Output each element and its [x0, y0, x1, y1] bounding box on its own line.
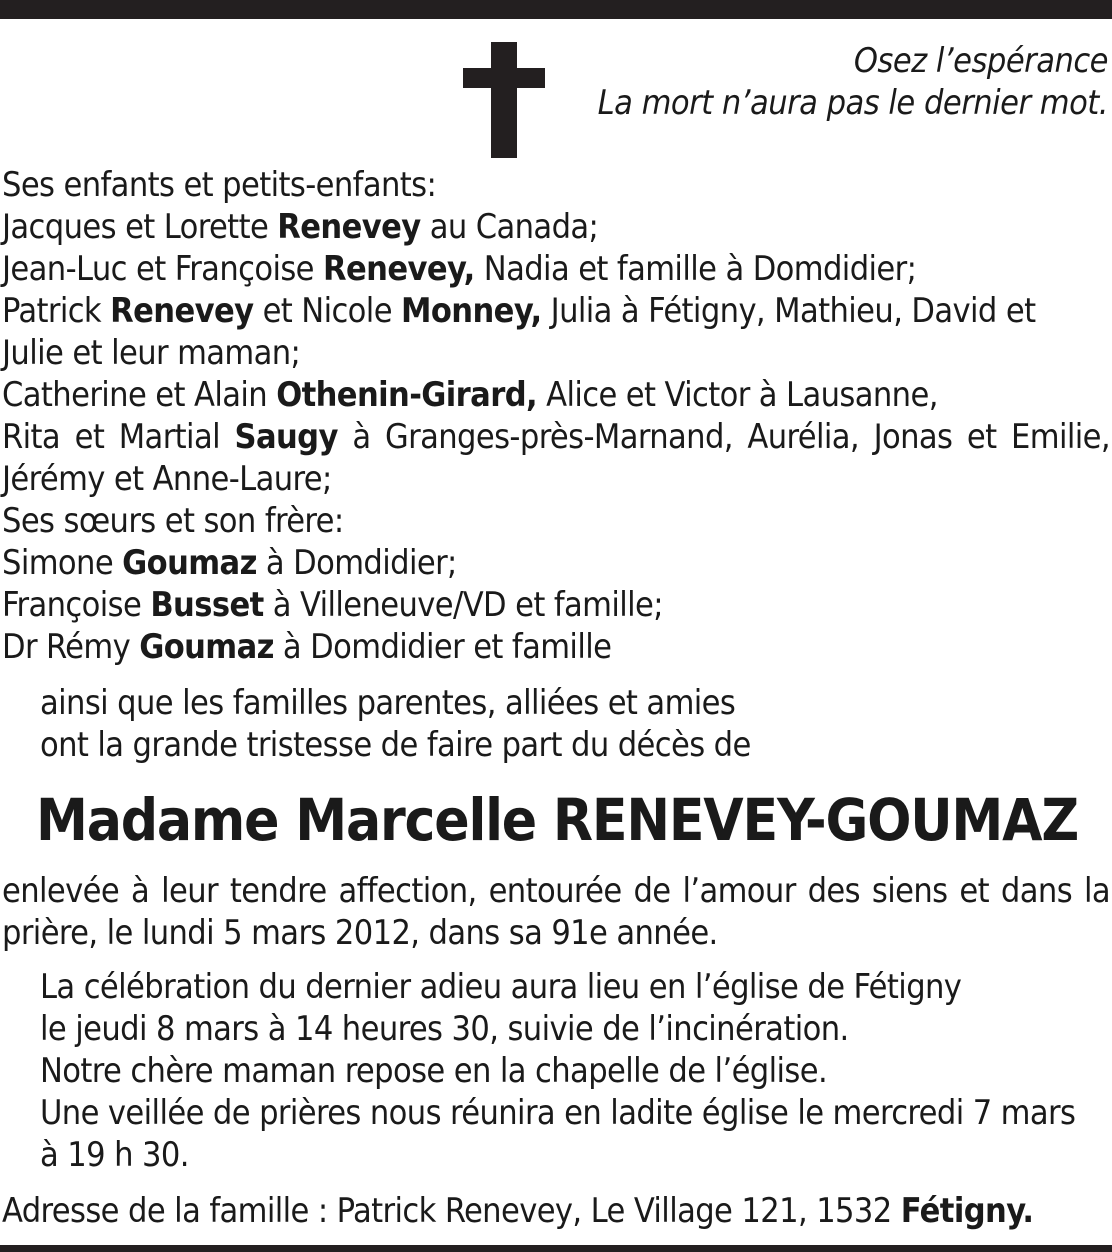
family-list — [2, 164, 1110, 668]
top-rule — [0, 0, 1112, 19]
family-line: Catherine et Alain Othenin-Girard, Alice et Victor à Lausanne, — [2, 375, 938, 415]
bottom-rule — [0, 1245, 1112, 1252]
family-surname: Saugy — [234, 417, 338, 457]
family-surname: Renevey — [277, 207, 421, 247]
ceremony-line: le jeudi 8 mars à 14 heures 30, suivie de l’incinération. — [40, 1009, 849, 1049]
motto — [598, 40, 1108, 124]
family-line: Jérémy et Anne-Laure; — [2, 459, 332, 499]
family-surname: Goumaz — [122, 543, 257, 583]
ceremony-line: La célébration du dernier adieu aura lieu en l’église de Fétigny — [40, 967, 962, 1007]
family-surname: Renevey — [110, 291, 254, 331]
family-line: Jean-Luc et Françoise Renevey, Nadia et famille à Domdidier; — [2, 249, 917, 289]
intro-line: ont la grande tristesse de faire part du décès de — [40, 725, 751, 765]
siblings-heading: Ses sœurs et son frère: — [2, 501, 344, 541]
passing-text — [2, 870, 1110, 954]
passing-line: enlevée à leur tendre affection, entourée de l’amour des siens et dans la — [2, 871, 1110, 911]
motto-line: La mort n’aura pas le dernier mot. — [597, 83, 1108, 123]
ceremony-line: Notre chère maman repose en la chapelle de l’église. — [40, 1051, 828, 1091]
family-line: Françoise Busset à Villeneuve/VD et famille; — [2, 585, 663, 625]
family-surname: Renevey, — [323, 249, 475, 289]
family-line: Julie et leur maman; — [2, 333, 301, 373]
cross-icon — [463, 42, 545, 158]
family-surname: Goumaz — [139, 627, 274, 667]
ceremony-line: à 19 h 30. — [40, 1135, 189, 1175]
address-locality: Fétigny. — [900, 1191, 1034, 1231]
family-address: Adresse de la famille : Patrick Renevey, Le Village 121, 1532 Fétigny. — [2, 1191, 1034, 1231]
children-heading: Ses enfants et petits-enfants: — [2, 165, 437, 205]
family-line: Simone Goumaz à Domdidier; — [2, 543, 457, 583]
ceremony-details — [40, 966, 1075, 1176]
intro-line: ainsi que les familles parentes, alliées et amies — [40, 683, 736, 723]
motto-line: Osez l’espérance — [853, 41, 1108, 81]
announcement-intro — [40, 682, 751, 766]
family-surname: Monney, — [401, 291, 542, 331]
family-line: Patrick Renevey et Nicole Monney, Julia à Fétigny, Mathieu, David et — [2, 291, 1036, 331]
family-surname: Busset — [150, 585, 264, 625]
ceremony-line: Une veillée de prières nous réunira en ladite église le mercredi 7 mars — [40, 1093, 1076, 1133]
family-surname: Othenin-Girard, — [276, 375, 538, 415]
family-line: Dr Rémy Goumaz à Domdidier et famille — [2, 627, 612, 667]
family-line: Jacques et Lorette Renevey au Canada; — [2, 207, 599, 247]
passing-line: prière, le lundi 5 mars 2012, dans sa 91e année. — [2, 913, 718, 953]
deceased-name: Madame Marcelle RENEVEY-GOUMAZ — [36, 786, 1078, 854]
family-line: Rita et Martial Saugy à Granges-près-Marnand, Aurélia, Jonas et Emilie, — [2, 417, 1110, 457]
